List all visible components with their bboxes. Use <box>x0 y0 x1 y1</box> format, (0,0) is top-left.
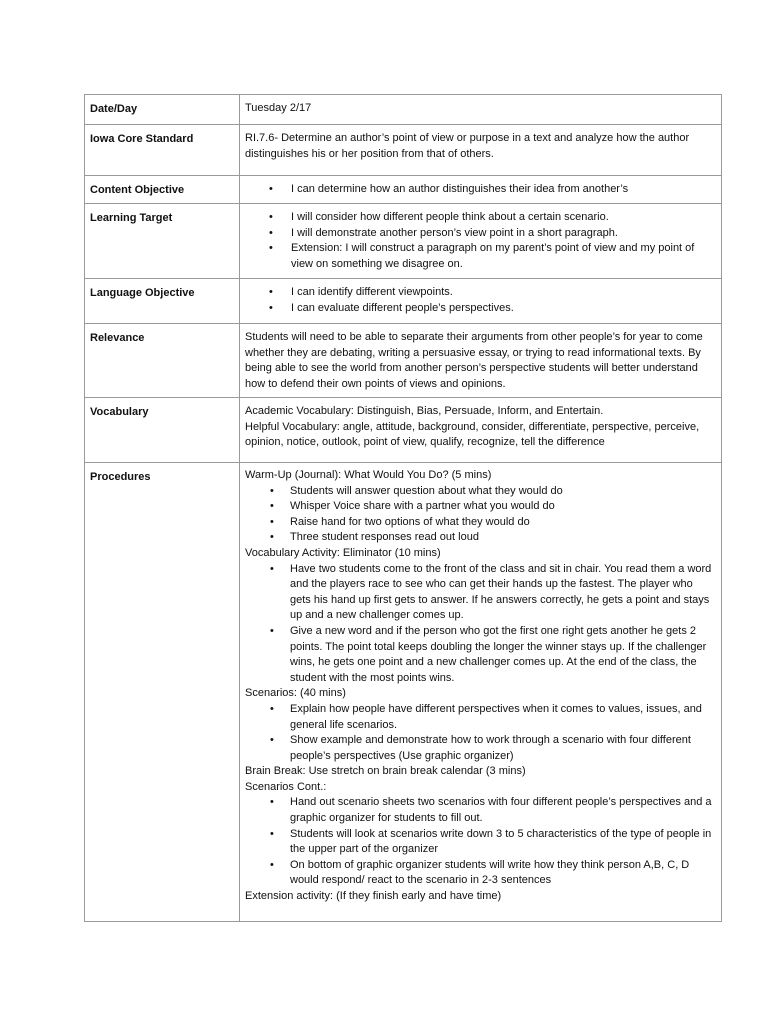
list-item: • I can identify different viewpoints. <box>245 285 715 301</box>
scenarios-cont-list <box>245 795 715 889</box>
label-learning-target: Learning Target <box>90 212 173 224</box>
list-item: • Hand out scenario sheets two scenarios with four different people’s perspectives and a graphic organizer for students to fill out. <box>245 795 715 826</box>
row-content <box>240 95 722 125</box>
list-item: • I will consider how different people think about a certain scenario. <box>245 210 715 226</box>
language-objective-list <box>245 285 715 316</box>
list-item: • Give a new word and if the person who got the first one right gets another he gets 2 points. The point total keeps doubling the longer the winner stays up. If the challenger wins, he gets one point and a new challenger comes up. At the end of the class, the student with the most points wins. <box>245 624 715 686</box>
list-item: • Raise hand for two options of what they would do <box>245 515 715 531</box>
list-item: • Have two students come to the front of the class and sit in chair. You read them a word and the players race to see who can get their hands up the fastest. The player who gets his hand up first gets to answer. If he answers correctly, he gets a point and stays up and a new challenger comes up. <box>245 562 715 624</box>
relevance-text: Students will need to be able to separate their arguments from other people’s for year to come whether they are debating, writing a persuasive essay, or trying to read informational texts. By being able to see the world from another person’s perspective students will better understand how to defend their own points of views and opinions. <box>245 331 703 390</box>
row-language-objective <box>85 279 722 324</box>
vocab-activity-heading: Vocabulary Activity: Eliminator (10 mins) <box>245 546 441 559</box>
row-relevance <box>85 324 722 398</box>
academic-vocabulary: Academic Vocabulary: Distinguish, Bias, Persuade, Inform, and Entertain. <box>245 405 604 417</box>
list-item: • Explain how people have different perspectives when it comes to values, issues, and general life scenarios. <box>245 702 715 733</box>
list-item: • Students will look at scenarios write down 3 to 5 characteristics of the type of people in the upper part of the organizer <box>245 827 715 858</box>
date-value: Tuesday 2/17 <box>245 102 312 114</box>
list-item: • I will demonstrate another person’s view point in a short paragraph. <box>245 226 715 242</box>
content-objective-list <box>245 182 715 198</box>
list-item: • Whisper Voice share with a partner what you would do <box>245 499 715 515</box>
scenarios-list <box>245 702 715 764</box>
row-content <box>240 324 722 398</box>
learning-target-list <box>245 210 715 272</box>
list-item: • Three student responses read out loud <box>245 530 715 546</box>
lesson-plan-table <box>84 94 722 922</box>
scenarios-cont-heading: Scenarios Cont.: <box>245 780 327 793</box>
brain-break: Brain Break: Use stretch on brain break calendar (3 mins) <box>245 765 526 778</box>
list-item: • Extension: I will construct a paragraph on my parent’s point of view and my point of view on something we disagree on. <box>245 241 715 272</box>
row-label <box>85 279 240 324</box>
row-label <box>85 125 240 176</box>
row-label <box>85 176 240 204</box>
row-learning-target <box>85 204 722 279</box>
label-vocabulary: Vocabulary <box>90 406 149 418</box>
row-label <box>85 463 240 922</box>
row-label <box>85 324 240 398</box>
row-procedures <box>85 463 722 922</box>
standard-text: RI.7.6- Determine an author’s point of view or purpose in a text and analyze how the author distinguishes his or her position from that of others. <box>245 132 690 160</box>
label-content-objective: Content Objective <box>90 184 185 196</box>
row-content <box>240 176 722 204</box>
label-date-day: Date/Day <box>90 103 138 115</box>
list-item: • On bottom of graphic organizer students will write how they think person A,B, C, D would respond/ react to the scenario in 2-3 sentences <box>245 858 715 889</box>
warmup-list <box>245 484 715 546</box>
row-content <box>240 279 722 324</box>
row-content-objective <box>85 176 722 204</box>
warmup-heading: Warm-Up (Journal): What Would You Do? (5 mins) <box>245 469 492 481</box>
row-label <box>85 95 240 125</box>
label-language-objective: Language Objective <box>90 287 195 299</box>
label-relevance: Relevance <box>90 332 145 344</box>
row-date-day <box>85 95 722 125</box>
helpful-vocabulary: Helpful Vocabulary: angle, attitude, background, consider, differentiate, perspective, perceive, opinion, notice, outlook, point of view, qualify, recognize, tell the difference <box>245 420 700 449</box>
list-item: • I can determine how an author distinguishes their idea from another’s <box>245 182 715 198</box>
row-content <box>240 398 722 463</box>
row-label <box>85 398 240 463</box>
row-content <box>240 463 722 922</box>
row-label <box>85 204 240 279</box>
row-vocabulary <box>85 398 722 463</box>
label-iowa-core-standard: Iowa Core Standard <box>90 133 194 145</box>
row-content <box>240 125 722 176</box>
row-iowa-core-standard <box>85 125 722 176</box>
list-item: • I can evaluate different people’s perspectives. <box>245 301 715 317</box>
row-content <box>240 204 722 279</box>
vocab-activity-list <box>245 562 715 687</box>
scenarios-heading: Scenarios: (40 mins) <box>245 687 346 700</box>
list-item: • Students will answer question about what they would do <box>245 484 715 500</box>
label-procedures: Procedures <box>90 471 151 483</box>
extension-activity: Extension activity: (If they finish early and have time) <box>245 890 502 903</box>
list-item: • Show example and demonstrate how to work through a scenario with four different people’s perspectives (Use graphic organizer) <box>245 733 715 764</box>
